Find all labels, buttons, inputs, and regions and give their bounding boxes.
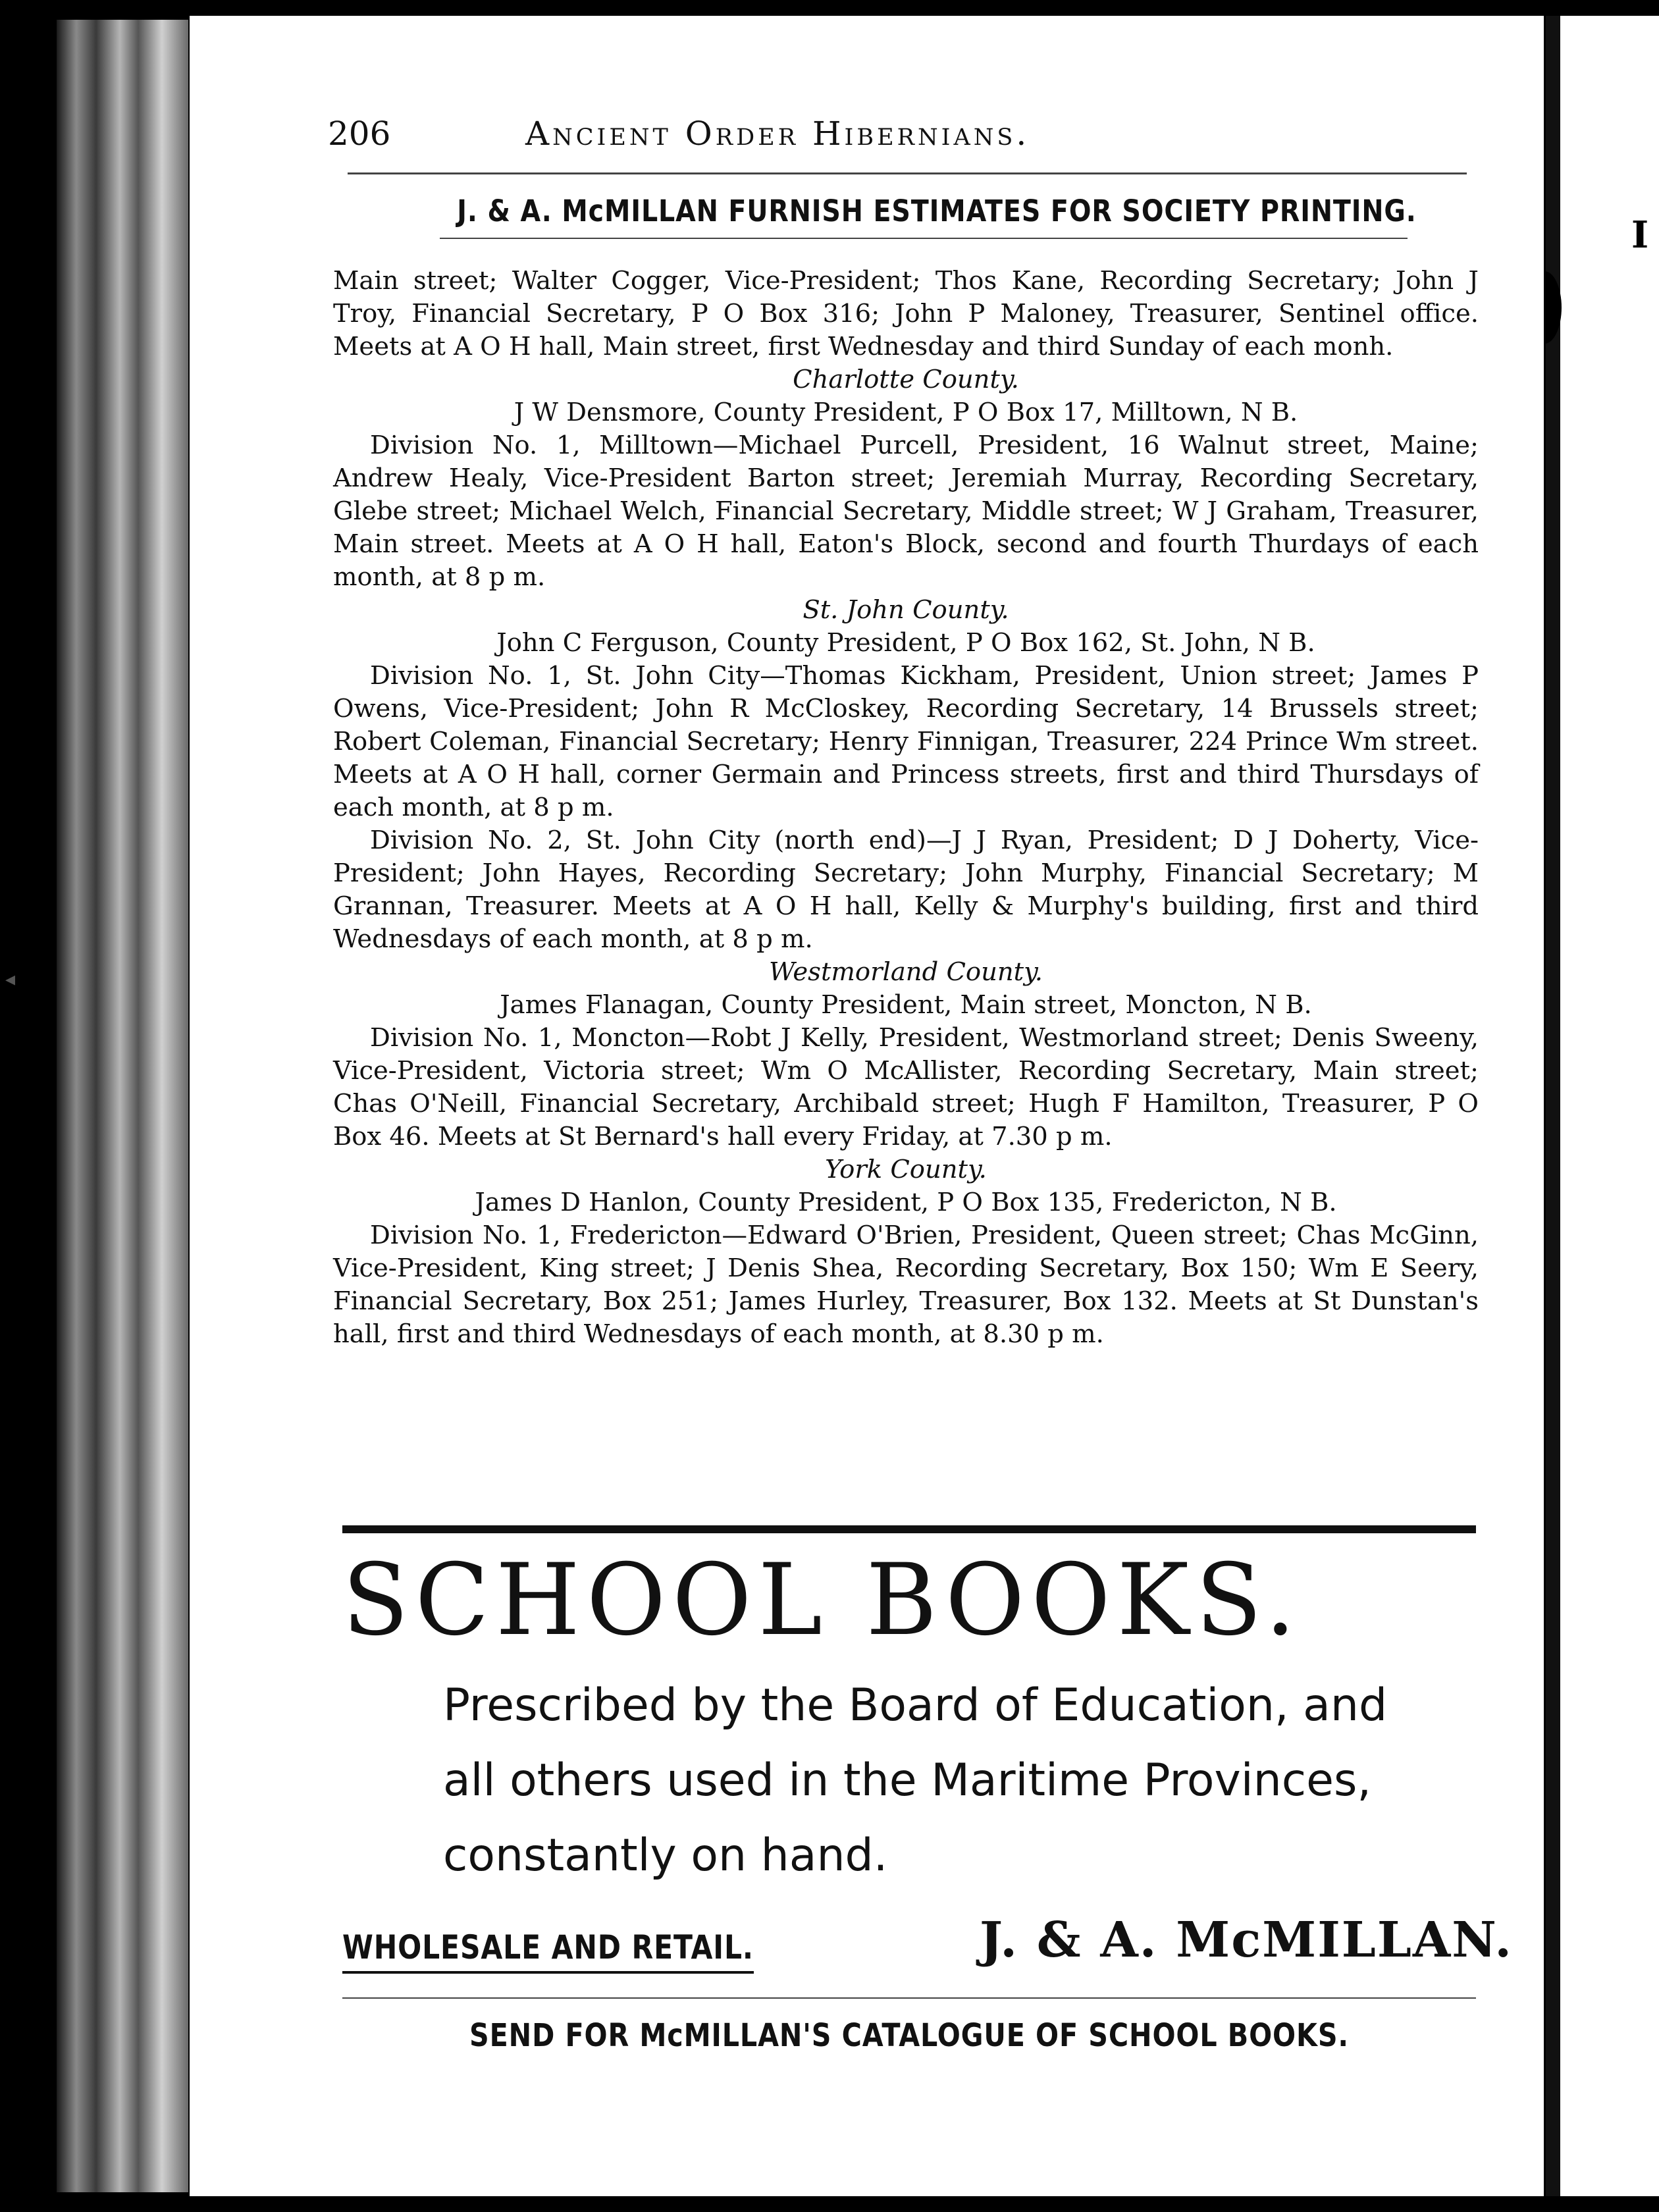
division-paragraph: Division No. 1, Fredericton—Edward O'Brien, President, Queen street; Chas McGinn, Vice-President, King street; J Denis Shea, Recording Secretary, Box 150; Wm E Seery, Financial Secretary, Box 251; James Hurley, Treasurer, Box 132. Meets at St Dunstan's hall, first and third Wednesdays of each month, at 8.30 p m. xyxy=(333,1221,1479,1349)
facing-page-strip xyxy=(1546,16,1659,2196)
running-title: Ancient Order Hibernians. xyxy=(525,115,1030,153)
advertisement-rule xyxy=(342,1525,1476,1533)
firm-name: J. & A. McMILLAN. xyxy=(980,1912,1513,1968)
division-paragraph: Division No. 1, Moncton—Robt J Kelly, President, Westmorland street; Denis Sweeny, Vice-President, Victoria street; Wm O McAllister, Recording Secretary, Main street; Chas O'Neill, Financial Secretary, Archibald street; Hugh F Hamilton, Treasurer, P O Box 46. Meets at St Bernard's hall every Friday, at 7.30 p m. xyxy=(333,1023,1479,1151)
advertisement-title: SCHOOL BOOKS. xyxy=(342,1543,1302,1658)
wholesale-underline xyxy=(342,1971,754,1974)
facing-page-letter: I xyxy=(1631,213,1649,257)
county-president: James D Hanlon, County President, P O Box 135, Fredericton, N B. xyxy=(475,1188,1337,1217)
advertisement-line: Prescribed by the Board of Education, and xyxy=(443,1679,1388,1731)
catalogue-rule xyxy=(342,1997,1476,1999)
banner-rule xyxy=(440,238,1408,239)
county-president: James Flanagan, County President, Main street, Moncton, N B. xyxy=(500,990,1312,1020)
advertisement-body xyxy=(443,1668,1470,1893)
page-number: 206 xyxy=(328,115,391,153)
advertisement-line: all others used in the Maritime Provinces, xyxy=(443,1754,1372,1806)
continuation-paragraph: Main street; Walter Cogger, Vice-President; Thos Kane, Recording Secretary; John J Troy, Financial Secretary, P O Box 316; John P Maloney, Treasurer, Sentinel office. Meets at A O H hall, Main street, first Wednesday and third Sunday of each monh. xyxy=(333,266,1479,361)
catalogue-notice: SEND FOR McMILLAN'S CATALOGUE OF SCHOOL BOOKS. xyxy=(469,2017,1349,2054)
header-rule xyxy=(348,172,1467,174)
county-heading: Charlotte County. xyxy=(793,365,1019,394)
county-heading: York County. xyxy=(825,1155,987,1184)
division-paragraph: Division No. 1, Milltown—Michael Purcell, President, 16 Walnut street, Maine; Andrew Healy, Vice-President Barton street; Jeremiah Murray, Recording Secretary, Glebe street; Michael Welch, Financial Secretary, Middle street; W J Graham, Treasurer, Main street. Meets at A O H hall, Eaton's Block, second and fourth Thurdays of each month, at 8 p m. xyxy=(333,431,1479,592)
book-page-edge xyxy=(57,20,188,2192)
advertisement-line: constantly on hand. xyxy=(443,1830,888,1882)
county-heading: St. John County. xyxy=(803,595,1009,625)
wholesale-label: WHOLESALE AND RETAIL. xyxy=(342,1928,754,1966)
document-page xyxy=(190,16,1544,2196)
page-header xyxy=(328,115,1368,161)
division-paragraph: Division No. 2, St. John City (north end)—J J Ryan, President; D J Doherty, Vice-President; John Hayes, Recording Secretary; John Murphy, Financial Secretary; M Grannan, Treasurer. Meets at A O H hall, Kelly & Murphy's building, first and third Wednesdays of each month, at 8 p m. xyxy=(333,826,1479,954)
division-paragraph: Division No. 1, St. John City—Thomas Kickham, President, Union street; James P Owens, Vice-President; John R McCloskey, Recording Secretary, 14 Brussels street; Robert Coleman, Financial Secretary; Henry Finnigan, Treasurer, 224 Prince Wm street. Meets at A O H hall, corner Germain and Princess streets, first and third Thursdays of each month, at 8 p m. xyxy=(333,661,1479,822)
county-president: J W Densmore, County President, P O Box 17, Milltown, N B. xyxy=(514,398,1298,427)
directory-listing xyxy=(333,265,1479,1351)
county-president: John C Ferguson, County President, P O Box 162, St. John, N B. xyxy=(496,628,1315,658)
scan-speck: ◂ xyxy=(5,968,16,991)
printing-banner: J. & A. McMILLAN FURNISH ESTIMATES FOR SOCIETY PRINTING. xyxy=(457,194,1417,228)
county-heading: Westmorland County. xyxy=(768,957,1043,987)
